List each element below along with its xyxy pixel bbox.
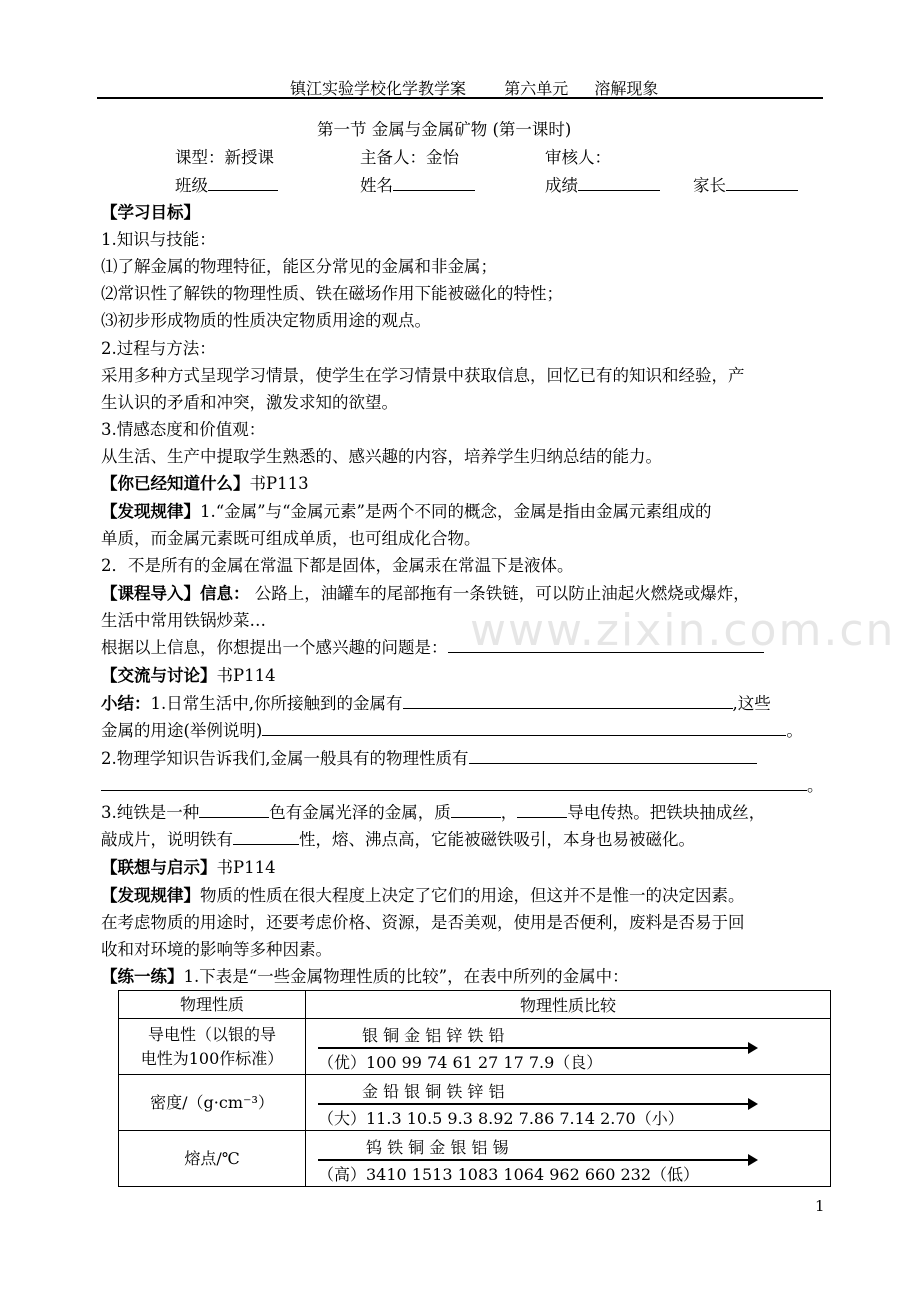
color-blank[interactable] [199,801,269,818]
page-title: 第一节 金属与金属矿物 (第一课时) [317,120,572,139]
table-row-melting-point [119,1131,831,1187]
density-values: （大）11.3 10.5 9.3 8.92 7.86 7.14 2.70（小） [318,1109,684,1128]
melting-point-values: （高）3410 1513 1083 1064 962 660 232（低） [318,1165,700,1184]
period-2: 。 [807,776,824,795]
rule1-text-1: 1.“金属”与“金属元素”是两个不同的概念，金属是指由金属元素组成的 [200,502,712,521]
summary-text-6a: 敲成片，说明铁有 [101,830,233,849]
knowledge-title: 1.知识与技能： [101,230,216,249]
summary-text-1b: ,这些 [732,694,771,713]
summary-line-1 [101,690,771,714]
rule2-text-1: 物质的性质在很大程度上决定了它们的用途，但这并不是惟一的决定因素。 [200,886,745,905]
known-heading: 【你已经知道什么】 [101,474,250,493]
score-label: 成绩 [545,176,578,195]
process-line-1: 采用多种方式呈现学习情景，使学生在学习情景中获取信息，回忆已有的知识和经验，产 [101,366,745,385]
properties-blank[interactable] [469,747,757,764]
melting-point-values-cell [306,1131,831,1187]
practice-text-1: 1.下表是“一些金属物理性质的比较”，在表中所列的金属中： [183,967,629,986]
summary-text-5c: ， [500,803,518,822]
summary-text-1: 1.日常生活中,你所接触到的金属有 [150,694,403,713]
rule2-line-3: 收和对环境的影响等多种因素。 [101,940,332,959]
emotion-line-1: 从生活、生产中提取学生熟悉的、感兴趣的内容，培养学生归纳总结的能力。 [101,447,662,466]
rule1-line-3: 2．不是所有的金属在常温下都是固体，金属汞在常温下是液体。 [101,556,574,575]
intro-line-1 [101,580,750,604]
intro-heading: 【课程导入】信息： [101,584,250,603]
header-topic: 溶解现象 [594,79,659,98]
summary-text-5d: 导电传热。把铁块抽成丝， [567,803,766,822]
knowledge-item-1: ⑴了解金属的物理特征，能区分常见的金属和非金属； [101,257,497,276]
conductivity-values-cell [306,1019,831,1075]
rule1-line-2: 单质，而金属元素既可组成单质，也可组成化合物。 [101,529,481,548]
running-header [290,76,658,99]
parent-label: 家长 [693,176,726,195]
summary-line-3 [101,745,757,769]
class-label: 班级 [175,176,208,195]
summary-line-5 [101,799,765,823]
period-1: 。 [786,721,803,740]
page-number: 1 [815,1197,825,1215]
summary-line-2 [101,717,803,741]
ductility-blank[interactable] [233,828,299,845]
practice-heading: 【练一练】 [101,967,184,986]
density-metals: 金 铅 银 铜 铁 锌 铝 [362,1082,505,1101]
reviewer: 审核人： [545,148,611,167]
name-blank[interactable] [393,174,475,191]
summary-heading: 小结： [101,694,151,713]
objectives-heading: 【学习目标】 [101,203,200,222]
known-ref: 书P113 [249,474,309,493]
intro-text-1: 公路上，油罐车的尾部拖有一条铁链，可以防止油起火燃烧或爆炸， [249,584,750,603]
intro-line-2: 生活中常用铁锅炒菜… [101,611,266,630]
parent-field [693,172,798,196]
emotion-title: 3.情感态度和价值观： [101,420,266,439]
melting-point-metals: 钨 铁 铜 金 银 铝 锡 [366,1138,509,1157]
parent-blank[interactable] [726,174,798,191]
properties-blank-2[interactable] [101,774,807,791]
header-unit: 第六单元 [504,79,569,98]
summary-line-6 [101,826,695,850]
summary-text-6b: 性，熔、沸点高，它能被磁铁吸引，本身也易被磁化。 [299,830,695,849]
conductivity-metals: 银 铜 金 铝 锌 铁 铅 [362,1026,505,1045]
density-label: 密度/（g·cm⁻³） [119,1075,306,1131]
summary-line-4 [101,772,824,796]
discuss-ref: 书P114 [216,666,276,685]
texture-blank[interactable] [451,801,501,818]
process-title: 2.过程与方法： [101,339,216,358]
conductivity-label [119,1019,306,1075]
process-line-2: 生认识的矛盾和冲突，激发求知的欲望。 [101,393,398,412]
summary-text-3: 2.物理学知识告诉我们,金属一般具有的物理性质有 [101,749,469,768]
density-arrow [318,1103,750,1105]
watermark: www.zixin.com.cn [470,605,896,656]
rule1-line-1 [101,498,711,522]
score-field [545,172,660,196]
summary-text-5a: 3.纯铁是一种 [101,803,200,822]
conductivity-arrow [318,1047,750,1049]
knowledge-item-3: ⑶初步形成物质的性质决定物质用途的观点。 [101,311,431,330]
class-field [175,172,278,196]
knowledge-item-2: ⑵常识性了解铁的物理性质、铁在磁场作用下能被磁化的特性； [101,284,563,303]
conductivity-values: （优）100 99 74 61 27 17 7.9（良） [318,1053,603,1072]
table-header-property: 物理性质 [119,991,306,1019]
class-blank[interactable] [208,174,278,191]
header-rule [97,97,823,99]
question-blank[interactable] [448,636,764,653]
assoc-section [101,854,276,878]
assoc-ref: 书P114 [216,858,276,877]
summary-text-2: 金属的用途(举例说明) [101,721,263,740]
melting-point-label: 熔点/℃ [119,1131,306,1187]
conductivity-label-2: 电性为100作标准） [140,1048,284,1068]
density-values-cell [306,1075,831,1131]
known-section [101,470,309,494]
conductivity-label-1: 导电性（以银的导 [147,1024,276,1044]
rule2-line-1 [101,882,745,906]
rule1-heading: 【发现规律】 [101,502,200,521]
table-header-comparison: 物理性质比较 [306,991,831,1019]
intro-line-3 [101,634,764,658]
metal-properties-table [118,990,831,1187]
uses-blank[interactable] [262,719,786,736]
metals-blank[interactable] [403,692,733,709]
discuss-section [101,662,276,686]
rule2-line-2: 在考虑物质的用途时，还要考虑价格、资源，是否美观，使用是否便利，废料是否易于回 [101,913,745,932]
name-field [360,172,475,196]
name-label: 姓名 [360,176,393,195]
practice-line-1 [101,963,629,987]
rule2-heading: 【发现规律】 [101,886,200,905]
intro-question-label: 根据以上信息，你想提出一个感兴趣的问题是： [101,638,448,657]
header-school: 镇江实验学校化学教学案 [290,79,467,98]
conductivity-blank[interactable] [517,801,567,818]
assoc-heading: 【联想与启示】 [101,858,217,877]
table-row-conductivity [119,1019,831,1075]
discuss-heading: 【交流与讨论】 [101,666,217,685]
score-blank[interactable] [578,174,660,191]
melting-point-arrow [318,1159,750,1161]
summary-text-5b: 色有金属光泽的金属，质 [269,803,451,822]
table-row-density [119,1075,831,1131]
preparer: 主备人：金怡 [360,148,459,167]
lesson-type: 课型：新授课 [175,148,274,167]
table-header-row [119,991,831,1019]
